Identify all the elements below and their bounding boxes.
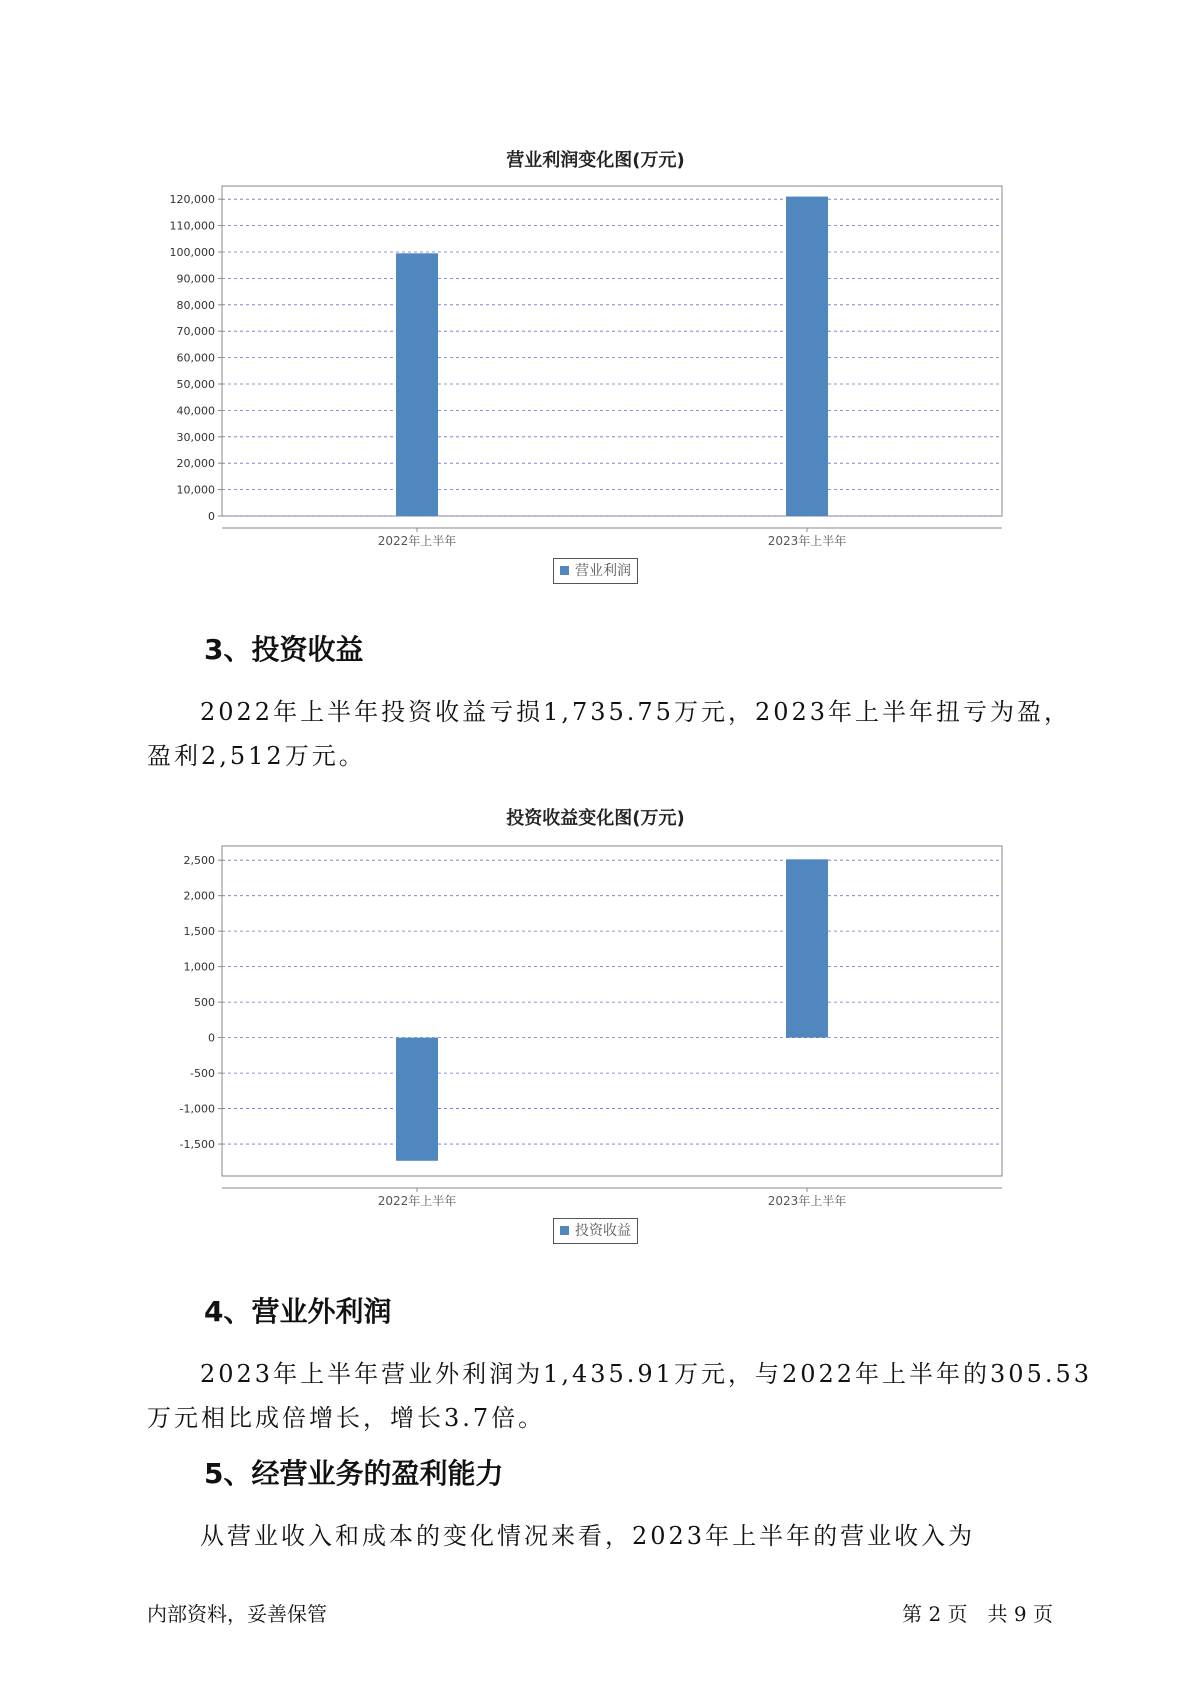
- y-tick-label: 0: [208, 510, 215, 523]
- section-5-heading: 5、经营业务的盈利能力: [204, 1457, 504, 1490]
- y-tick-label: 2,000: [183, 889, 215, 903]
- chart1-legend-label: 营业利润: [575, 563, 631, 579]
- y-tick-label: 50,000: [176, 378, 215, 391]
- y-tick-label: 40,000: [176, 404, 215, 418]
- footer-page-number: 第 2 页 共 9 页: [902, 1602, 1053, 1626]
- section-3-paragraph-line1: 2022年上半年投资收益亏损1,735.75万元，2023年上半年扭亏为盈，: [200, 698, 1072, 726]
- bar-2: [786, 197, 828, 516]
- bar-1: [396, 253, 438, 516]
- bar-1: [396, 1038, 438, 1161]
- y-tick-label: 80,000: [176, 298, 215, 312]
- chart2-legend: [553, 1218, 638, 1244]
- x-tick-label: 2023年上半年: [767, 534, 847, 548]
- y-tick-label: -1,000: [179, 1102, 215, 1116]
- y-tick-label: 90,000: [176, 272, 215, 286]
- section-4-heading: 4、营业外利润: [204, 1295, 392, 1328]
- section-3-heading: 3、投资收益: [204, 633, 364, 666]
- x-tick-label: 2023年上半年: [767, 1194, 847, 1208]
- y-tick-label: 70,000: [176, 325, 215, 339]
- y-tick-label: 0: [208, 1031, 215, 1045]
- operating-profit-chart: [150, 178, 1020, 548]
- legend-swatch-icon: [560, 566, 569, 575]
- chart2-legend-label: 投资收益: [575, 1223, 631, 1239]
- plot-area: [222, 186, 1002, 516]
- investment-income-chart: [150, 838, 1020, 1208]
- y-tick-label: 120,000: [169, 193, 215, 207]
- y-tick-label: 2,500: [183, 854, 215, 868]
- y-tick-label: -500: [190, 1067, 215, 1081]
- section-3-paragraph-line2: 盈利2,512万元。: [147, 742, 366, 770]
- y-tick-label: 100,000: [169, 246, 215, 259]
- x-tick-label: 2022年上半年: [377, 1194, 457, 1208]
- footer-confidential-note: 内部资料，妥善保管: [147, 1602, 327, 1626]
- y-tick-label: 30,000: [176, 430, 215, 444]
- bar-2: [786, 859, 828, 1037]
- x-tick-label: 2022年上半年: [377, 534, 457, 548]
- chart2-title: 投资收益变化图(万元): [506, 808, 685, 829]
- y-tick-label: 10,000: [176, 483, 215, 497]
- y-tick-label: 1,000: [183, 960, 215, 974]
- y-tick-label: 20,000: [176, 457, 215, 471]
- y-tick-label: 110,000: [169, 219, 215, 233]
- y-tick-label: -1,500: [179, 1138, 215, 1152]
- legend-swatch-icon: [560, 1226, 569, 1235]
- chart1-title: 营业利润变化图(万元): [506, 150, 685, 171]
- y-tick-label: 60,000: [176, 351, 215, 365]
- section-4-paragraph-line2: 万元相比成倍增长，增长3.7倍。: [147, 1404, 546, 1432]
- chart1-legend: [553, 558, 638, 584]
- section-4-paragraph-line1: 2023年上半年营业外利润为1,435.91万元，与2022年上半年的305.53: [200, 1360, 1093, 1388]
- y-tick-label: 500: [194, 996, 215, 1010]
- y-tick-label: 1,500: [183, 925, 215, 939]
- section-5-paragraph-line1: 从营业收入和成本的变化情况来看，2023年上半年的营业收入为: [200, 1522, 976, 1550]
